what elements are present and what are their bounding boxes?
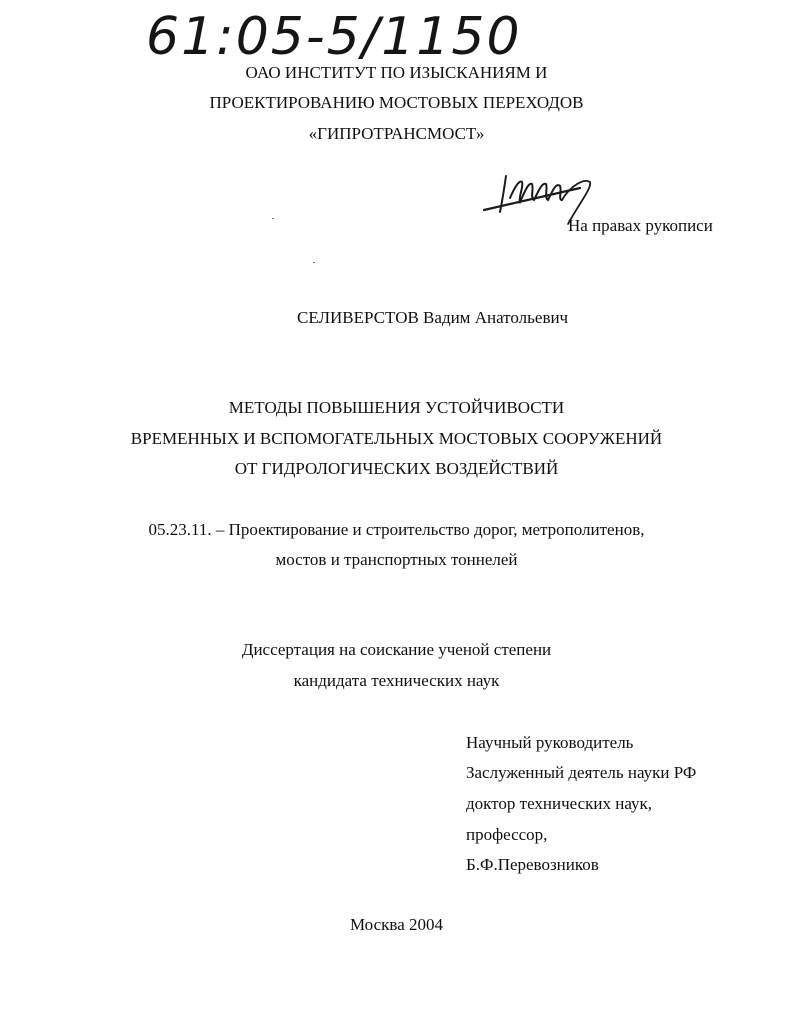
specialty-line-1: 05.23.11. – Проектирование и строительство дорог, метрополитенов, [148,520,645,539]
title-line-1: МЕТОДЫ ПОВЫШЕНИЯ УСТОЙЧИВОСТИ [228,398,565,417]
title-line-3: ОТ ГИДРОЛОГИЧЕСКИХ ВОЗДЕЙСТВИЙ [234,459,559,478]
degree-line-1: Диссертация на соискание ученой степени [241,640,552,659]
supervisor-name: Б.Ф.Перевозников [466,855,599,874]
degree-line-2: кандидата технических наук [293,671,500,690]
handwritten-archive-number [146,2,522,67]
organization-line-2: ПРОЕКТИРОВАНИЮ МОСТОВЫХ ПЕРЕХОДОВ [209,93,584,112]
supervisor-honor: Заслуженный деятель науки РФ [466,763,697,782]
organization-line-3: «ГИПРОТРАНСМОСТ» [308,124,485,143]
supervisor-degree: доктор технических наук, [466,794,653,813]
organization-line-1: ОАО ИНСТИТУТ ПО ИЗЫСКАНИЯМ И [245,63,548,82]
manuscript-rights-note: На правах рукописи [568,216,713,235]
archive-number-text: 61:05-5/1150 [146,7,522,67]
scan-speck [313,262,315,263]
author-name: СЕЛИВЕРСТОВ Вадим Анатольевич [297,308,569,327]
title-line-2: ВРЕМЕННЫХ И ВСПОМОГАТЕЛЬНЫХ МОСТОВЫХ СООРУЖЕНИЙ [130,429,663,448]
supervisor-role: Научный руководитель [466,733,634,752]
supervisor-rank: профессор, [466,825,548,844]
specialty-line-2: мостов и транспортных тоннелей [275,550,518,569]
scan-speck [272,218,274,219]
place-and-year: Москва 2004 [349,915,444,934]
